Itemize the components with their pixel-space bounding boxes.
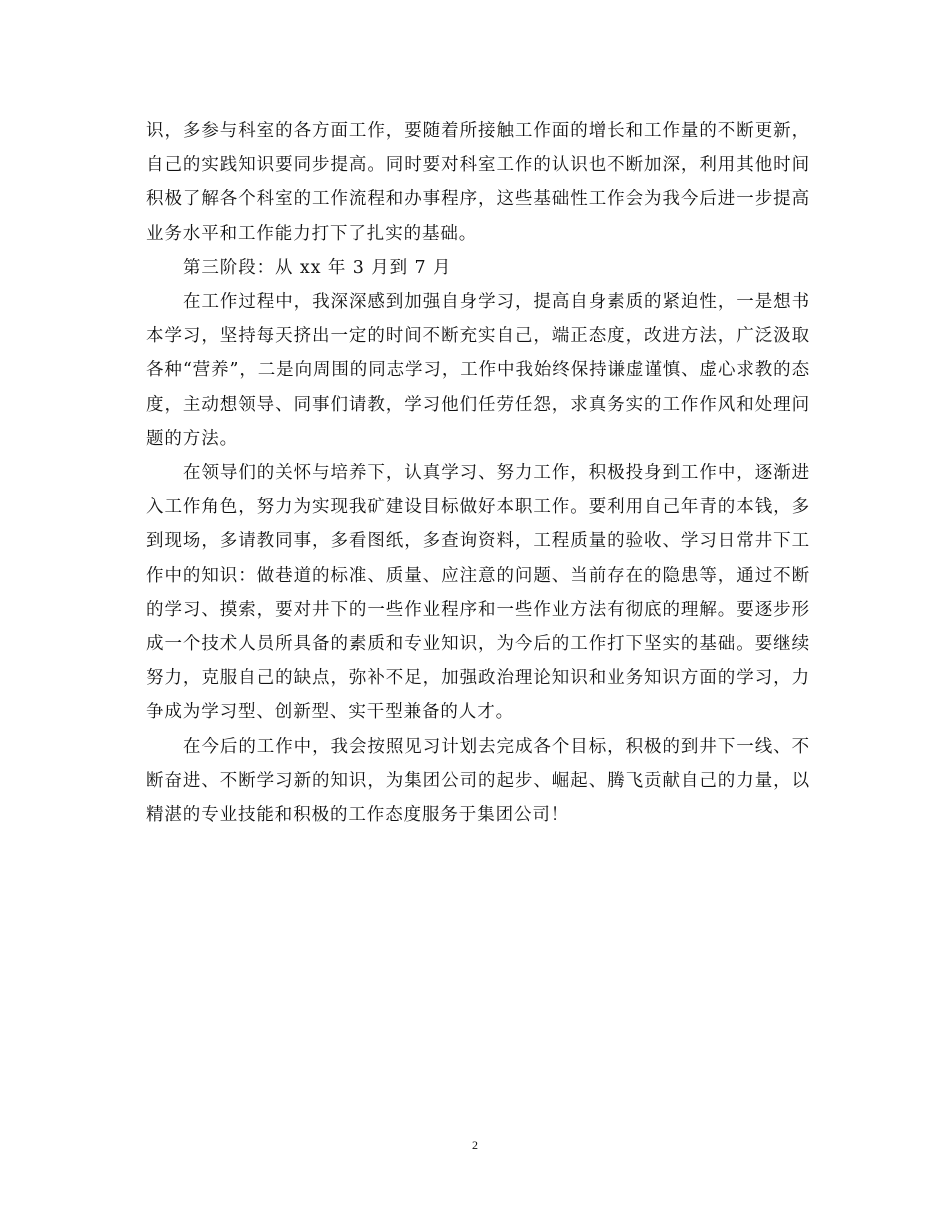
- paragraph-continuation: 识，多参与科室的各方面工作，要随着所接触工作面的增长和工作量的不断更新，自己的实践知识要同步提高。同时要对科室工作的认识也不断加深，利用其他时间积极了解各个科室的工作流程和办事程序，这些基础性工作会为我今后进一步提高业务水平和工作能力打下了扎实的基础。: [146, 121, 810, 244]
- paragraph-work-role: 在领导们的关怀与培养下，认真学习、努力工作，积极投身到工作中，逐渐进入工作角色，努力为实现我矿建设目标做好本职工作。要利用自己年青的本钱，多到现场，多请教同事，多看图纸，多查询资料，工程质量的验收、学习日常井下工作中的知识：做巷道的标准、质量、应注意的问题、当前存在的隐患等，通过不断的学习、摸索，要对井下的一些作业程序和一些作业方法有彻底的理解。要逐步形成一个技术人员所具备的素质和专业知识，为今后的工作打下坚实的基础。要继续努力，克服自己的缺点，弥补不足，加强政治理论知识和业务知识方面的学习，力争成为学习型、创新型、实干型兼备的人才。: [146, 463, 810, 723]
- paragraph-self-study: 在工作过程中，我深深感到加强自身学习，提高自身素质的紧迫性，一是想书本学习，坚持每天挤出一定的时间不断充实自己，端正态度，改进方法，广泛汲取各种“营养”，二是向周围的同志学习，工作中我始终保持谦虚谨慎、虚心求教的态度，主动想领导、同事们请教，学习他们任劳任怨，求真务实的工作作风和处理问题的方法。: [146, 292, 810, 449]
- page-number: 2: [472, 1138, 478, 1152]
- paragraph-future-goals: 在今后的工作中，我会按照见习计划去完成各个目标，积极的到井下一线、不断奋进、不断学习新的知识，为集团公司的起步、崛起、腾飞贡献自己的力量，以精湛的专业技能和积极的工作态度服务于集团公司！: [146, 736, 810, 826]
- document-body: [146, 114, 810, 832]
- section-heading-stage-three: 第三阶段：从 xx 年 3 月到 7 月: [183, 257, 452, 278]
